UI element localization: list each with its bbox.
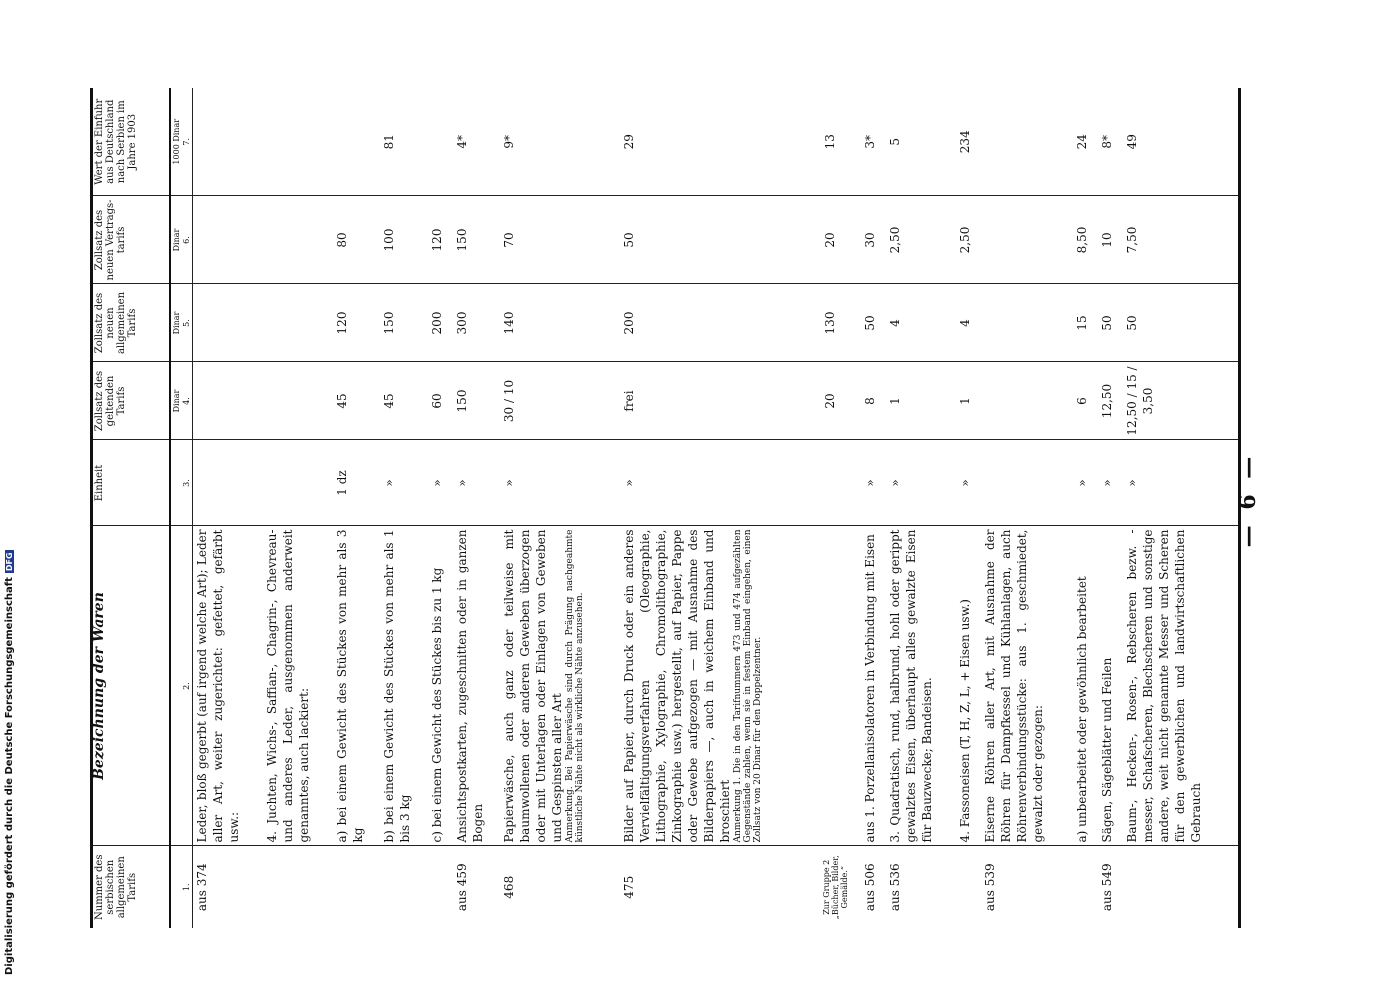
new-general-duty (886, 284, 956, 362)
import-value (500, 88, 620, 196)
unit-cell-text: » (1075, 479, 1090, 487)
item-description-text: 4. Fassoneisen (T, H, Z, L, + Eisen usw.) (958, 599, 973, 843)
current-duty-text: 20 (822, 393, 837, 409)
new-treaty-duty-text: 70 (502, 232, 517, 248)
new-treaty-duty-text: 120 (429, 228, 444, 252)
new-treaty-duty (428, 196, 453, 284)
new-general-duty (1123, 284, 1238, 362)
unit-cell (500, 440, 620, 526)
tariff-number (1123, 846, 1238, 928)
current-duty-text: 6 (1075, 397, 1090, 405)
tariff-number (428, 846, 453, 928)
item-description-text: Bilder auf Papier, durch Druck oder ein anderes Vervielfältigungsverfahren (Oleographie, Lithographie, Xylographie, Chromolithographie, Zinkographie usw.) hergestellt, auf Papier, Pappe oder Gewebe aufgezogen — mit Ausnahme des Bilderpapiers —, auch in weichem Einband und broschiert (621, 529, 732, 843)
item-description (263, 526, 333, 846)
current-duty (193, 362, 263, 440)
current-duty (333, 362, 380, 440)
unit-cell (263, 440, 333, 526)
current-duty-text: 1 (888, 397, 903, 405)
header-current-duty: Zollsatz des geltenden Tarifs (93, 362, 170, 440)
tariff-number (500, 846, 620, 928)
tariff-number-text: aus 549 (1100, 863, 1115, 912)
item-description (333, 526, 380, 846)
new-treaty-duty-text: 7,50 (1125, 226, 1140, 254)
tariff-number (981, 846, 1073, 928)
current-duty-text: 30 / 10 (502, 379, 517, 423)
item-description-text: aus 1. Porzellanisolatoren in Verbindung mit Eisen (863, 534, 878, 843)
import-value-text: 9* (502, 134, 517, 149)
unit-cell-text: 1 dz (334, 470, 349, 496)
item-description-text: a) bei einem Gewicht des Stückes von mehr als 3 kg (334, 529, 365, 843)
dfg-logo: DFG (4, 552, 14, 572)
import-value-text: 4* (454, 134, 469, 149)
item-description (1098, 526, 1123, 846)
import-value-text: 81 (382, 134, 397, 150)
import-value-text: 8* (1100, 134, 1115, 149)
new-general-duty (333, 284, 380, 362)
tariff-number (380, 846, 427, 928)
new-treaty-duty (1098, 196, 1123, 284)
column-number: 4. (182, 362, 193, 440)
new-treaty-duty-text: 10 (1100, 232, 1115, 248)
new-treaty-duty (981, 196, 1073, 284)
unit-cell (981, 440, 1073, 526)
tariff-number (193, 846, 263, 928)
item-description-text: Papierwäsche, auch ganz oder teilweise mit baumwollenen oder anderen Geweben überzogen oder mit Unterlagen oder Einlagen von Geweben und Gespinsten aller Art (502, 529, 565, 843)
new-treaty-duty-text: 50 (621, 232, 636, 248)
current-duty (620, 362, 821, 440)
import-value (1098, 88, 1123, 196)
new-general-duty (1073, 284, 1098, 362)
unit-cell-text: » (429, 479, 444, 487)
import-value-text: 5 (888, 137, 903, 146)
new-general-duty (453, 284, 500, 362)
new-treaty-duty-text: 2,50 (958, 226, 973, 254)
new-treaty-duty (821, 196, 861, 284)
unit-label: Dinar (170, 362, 182, 440)
column-number: 3. (182, 440, 193, 526)
new-general-duty-text: 50 (1100, 315, 1115, 331)
item-description (981, 526, 1073, 846)
new-treaty-duty (956, 196, 981, 284)
import-value (428, 88, 453, 196)
item-description (193, 526, 263, 846)
table-row (1098, 88, 1123, 928)
tariff-number (1073, 846, 1098, 928)
table-row (620, 88, 821, 928)
column-number: 5. (182, 284, 193, 362)
current-duty (886, 362, 956, 440)
item-note: Anmerkung 1. Die in den Tarifnummern 473 und 474 aufgezählten Gegenstände zahlen, wenn sie in festem Einband eingehen, einen Zollsatz von 20 Dinar für den Doppelzentner. (732, 529, 763, 843)
current-duty-text: 12,50 (1100, 383, 1115, 419)
current-duty (1073, 362, 1098, 440)
tariff-number (886, 846, 956, 928)
new-general-duty (861, 284, 886, 362)
unit-cell (821, 440, 861, 526)
item-description (1123, 526, 1238, 846)
unit-cell-text: » (382, 479, 397, 487)
unit-cell (1073, 440, 1098, 526)
tariff-number-text: aus 374 (195, 863, 209, 912)
new-treaty-duty-text: 100 (382, 228, 397, 252)
new-treaty-duty (1073, 196, 1098, 284)
tariff-number-text: aus 536 (888, 863, 903, 912)
new-general-duty-text: 200 (621, 311, 636, 335)
current-duty-text: 8 (863, 397, 878, 405)
new-general-duty (1098, 284, 1123, 362)
current-duty-text: frei (621, 390, 636, 412)
item-description (620, 526, 821, 846)
new-treaty-duty-text: 30 (863, 232, 878, 248)
column-number: 2. (182, 526, 193, 846)
unit-cell (861, 440, 886, 526)
unit-cell (1098, 440, 1123, 526)
item-description (861, 526, 886, 846)
current-duty-text: 1 (958, 397, 973, 405)
unit-cell (886, 440, 956, 526)
item-description (821, 526, 861, 846)
new-treaty-duty (333, 196, 380, 284)
new-general-duty (428, 284, 453, 362)
new-general-duty-text: 120 (334, 311, 349, 335)
new-treaty-duty-text: 8,50 (1075, 226, 1090, 254)
import-value-text: 24 (1075, 134, 1090, 150)
table-row (821, 88, 861, 928)
import-value-text: 29 (621, 134, 636, 150)
new-treaty-duty (886, 196, 956, 284)
item-description-text: Eiserne Röhren aller Art, mit Ausnahme der Röhren für Dampfkessel und Kühlanlagen, auch Röhrenverbindungsstücke: aus 1. geschmiedet, gewalzt oder gezogen: (983, 529, 1046, 843)
current-duty (821, 362, 861, 440)
column-number: 6. (182, 196, 193, 284)
import-value-text: 13 (822, 134, 837, 150)
new-treaty-duty (620, 196, 821, 284)
current-duty (263, 362, 333, 440)
table-row (453, 88, 500, 928)
credit-text: Digitalisierung gefördert durch die Deutsche Forschungsgemeinschaft (3, 577, 15, 975)
new-general-duty-text: 50 (1125, 315, 1140, 331)
header-tariff-number: Nummer des serbischen allgemeinen Tarifs (93, 846, 170, 928)
item-description (453, 526, 500, 846)
item-note: Anmerkung. Bei Papierwäsche sind durch Prägung nachgeahmte künstliche Nähte nicht als wirkliche Nähte anzusehen. (565, 529, 586, 843)
new-general-duty (380, 284, 427, 362)
table-row (956, 88, 981, 928)
item-description-text: b) bei einem Gewicht des Stückes von mehr als 1 bis 3 kg (382, 529, 413, 843)
page-number: — 6 — (1235, 452, 1261, 548)
import-value-text: 234 (958, 130, 973, 154)
item-description (956, 526, 981, 846)
import-value (1123, 88, 1238, 196)
table-row (981, 88, 1073, 928)
new-treaty-duty (193, 196, 263, 284)
tariff-number (263, 846, 333, 928)
current-duty (453, 362, 500, 440)
tariff-number (861, 846, 886, 928)
item-description-text: Baum-, Hecken-, Rosen-, Rebscheren bezw. -messer, Schafscheren, Blechscheren und sonstige andere, weit nicht genannte Messer und Scheren für den gewerblichen und landwirtschaftlichen Gebrauch (1125, 529, 1204, 843)
import-value (821, 88, 861, 196)
new-treaty-duty (861, 196, 886, 284)
item-description (886, 526, 956, 846)
current-duty-text: 150 (454, 389, 469, 413)
current-duty (380, 362, 427, 440)
new-treaty-duty (500, 196, 620, 284)
current-duty (428, 362, 453, 440)
table-row (380, 88, 427, 928)
new-treaty-duty-text: 20 (822, 232, 837, 248)
item-description-text: Ansichtspostkarten, zugeschnitten oder in ganzen Bogen (454, 529, 485, 843)
header-new-general-duty: Zollsatz des neuen allgemeinen Tarifs (93, 284, 170, 362)
unit-cell (956, 440, 981, 526)
unit-cell (193, 440, 263, 526)
current-duty-text: 12,50 / 15 / 3,50 (1125, 366, 1156, 436)
new-general-duty-text: 50 (863, 315, 878, 331)
table-row (263, 88, 333, 928)
import-value (956, 88, 981, 196)
tariff-number (956, 846, 981, 928)
import-value (333, 88, 380, 196)
unit-cell (620, 440, 821, 526)
new-general-duty-text: 15 (1075, 315, 1090, 331)
new-general-duty-text: 4 (888, 319, 903, 327)
import-value-text: 3* (863, 134, 878, 149)
new-general-duty (981, 284, 1073, 362)
unit-cell-text: » (454, 479, 469, 487)
import-value (981, 88, 1073, 196)
table-row (428, 88, 453, 928)
new-treaty-duty (263, 196, 333, 284)
unit-cell (380, 440, 427, 526)
header-description: Bezeichnung der Waren (93, 526, 170, 846)
unit-label: Dinar (170, 284, 182, 362)
tariff-number-text: aus 539 (983, 863, 998, 912)
item-description (500, 526, 620, 846)
current-duty-text: 60 (429, 393, 444, 409)
table-row (1123, 88, 1238, 928)
unit-cell-text: » (621, 479, 636, 487)
tariff-number-text: Zur Gruppe 2 „Bücher, Bilder, Gemälde.“ (821, 855, 849, 920)
unit-cell (333, 440, 380, 526)
new-treaty-duty (1123, 196, 1238, 284)
new-treaty-duty (380, 196, 427, 284)
column-number: 7. (182, 88, 193, 196)
unit-label: 1000 Dinar (170, 88, 182, 196)
unit-cell-text: » (1125, 479, 1140, 487)
tariff-number (1098, 846, 1123, 928)
item-description-text: Sägen, Sägeblätter und Feilen (1100, 657, 1115, 843)
import-value (861, 88, 886, 196)
import-value (453, 88, 500, 196)
new-treaty-duty-text: 150 (454, 228, 469, 252)
new-general-duty-text: 300 (454, 311, 469, 335)
new-treaty-duty-text: 80 (334, 232, 349, 248)
current-duty (981, 362, 1073, 440)
import-value-text: 49 (1125, 134, 1140, 150)
unit-cell-text: » (1100, 479, 1115, 487)
import-value (620, 88, 821, 196)
table-row (886, 88, 956, 928)
item-description (428, 526, 453, 846)
new-general-duty-text: 130 (822, 311, 837, 335)
unit-cell-text: » (863, 479, 878, 487)
new-general-duty (956, 284, 981, 362)
unit-cell (1123, 440, 1238, 526)
current-duty (956, 362, 981, 440)
current-duty-text: 45 (334, 393, 349, 409)
tariff-number-text: 468 (502, 875, 517, 899)
tariff-number-text: 475 (621, 875, 636, 899)
tariff-table (90, 88, 1241, 928)
new-treaty-duty (453, 196, 500, 284)
item-description-text: a) unbearbeitet oder gewöhnlich bearbeitet (1075, 576, 1090, 843)
tariff-number (453, 846, 500, 928)
new-general-duty (500, 284, 620, 362)
item-description-text: Leder, bloß gegerbt (auf irgend welche Art); Leder aller Art, weiter zugerichtet: gefettet, gefärbt usw.: (195, 529, 241, 843)
current-duty (861, 362, 886, 440)
table-row (500, 88, 620, 928)
unit-cell-text: » (888, 479, 903, 487)
new-treaty-duty-text: 2,50 (888, 226, 903, 254)
tariff-number (821, 846, 861, 928)
current-duty (1123, 362, 1238, 440)
unit-cell-text: » (958, 479, 973, 487)
new-general-duty-text: 200 (429, 311, 444, 335)
item-description-text: c) bei einem Gewicht des Stückes bis zu 1 kg (429, 567, 444, 843)
item-description (380, 526, 427, 846)
import-value (380, 88, 427, 196)
item-description (1073, 526, 1098, 846)
current-duty-text: 45 (382, 393, 397, 409)
import-value (193, 88, 263, 196)
current-duty (500, 362, 620, 440)
table-row (1073, 88, 1098, 928)
tariff-number (620, 846, 821, 928)
item-description-text: 4. Juchten, Wichs-, Saffian-, Chagrin-, Chevreau- und anderes Leder, ausgenommen anderweit genanntes, auch lackiert: (264, 529, 311, 843)
table-row (193, 88, 263, 928)
unit-label: Dinar (170, 196, 182, 284)
header-import-value: Wert der Einfuhr aus Deutschland nach Serbien im Jahre 1903 (93, 88, 170, 196)
header-new-treaty-duty: Zollsatz des neuen Vertrags-tarifs (93, 196, 170, 284)
import-value (1073, 88, 1098, 196)
unit-cell (453, 440, 500, 526)
column-number: 1. (182, 846, 193, 928)
table-row (333, 88, 380, 928)
import-value (886, 88, 956, 196)
tariff-number-text: aus 506 (863, 863, 878, 912)
new-general-duty-text: 4 (958, 319, 973, 327)
new-general-duty-text: 140 (502, 311, 517, 335)
table-row (861, 88, 886, 928)
new-general-duty (193, 284, 263, 362)
unit-cell-text: » (502, 479, 517, 487)
unit-cell (428, 440, 453, 526)
header-unit: Einheit (93, 440, 170, 526)
new-general-duty (263, 284, 333, 362)
tariff-number (333, 846, 380, 928)
new-general-duty-text: 150 (382, 311, 397, 335)
import-value (263, 88, 333, 196)
current-duty (1098, 362, 1123, 440)
item-description-text: 3. Quadratisch, rund, halbrund, hohl oder gerippt gewalztes Eisen, überhaupt alles gewalzte Eisen für Bauzwecke; Bandeisen. (888, 529, 935, 843)
new-general-duty (821, 284, 861, 362)
tariff-number-text: aus 459 (454, 863, 469, 912)
new-general-duty (620, 284, 821, 362)
